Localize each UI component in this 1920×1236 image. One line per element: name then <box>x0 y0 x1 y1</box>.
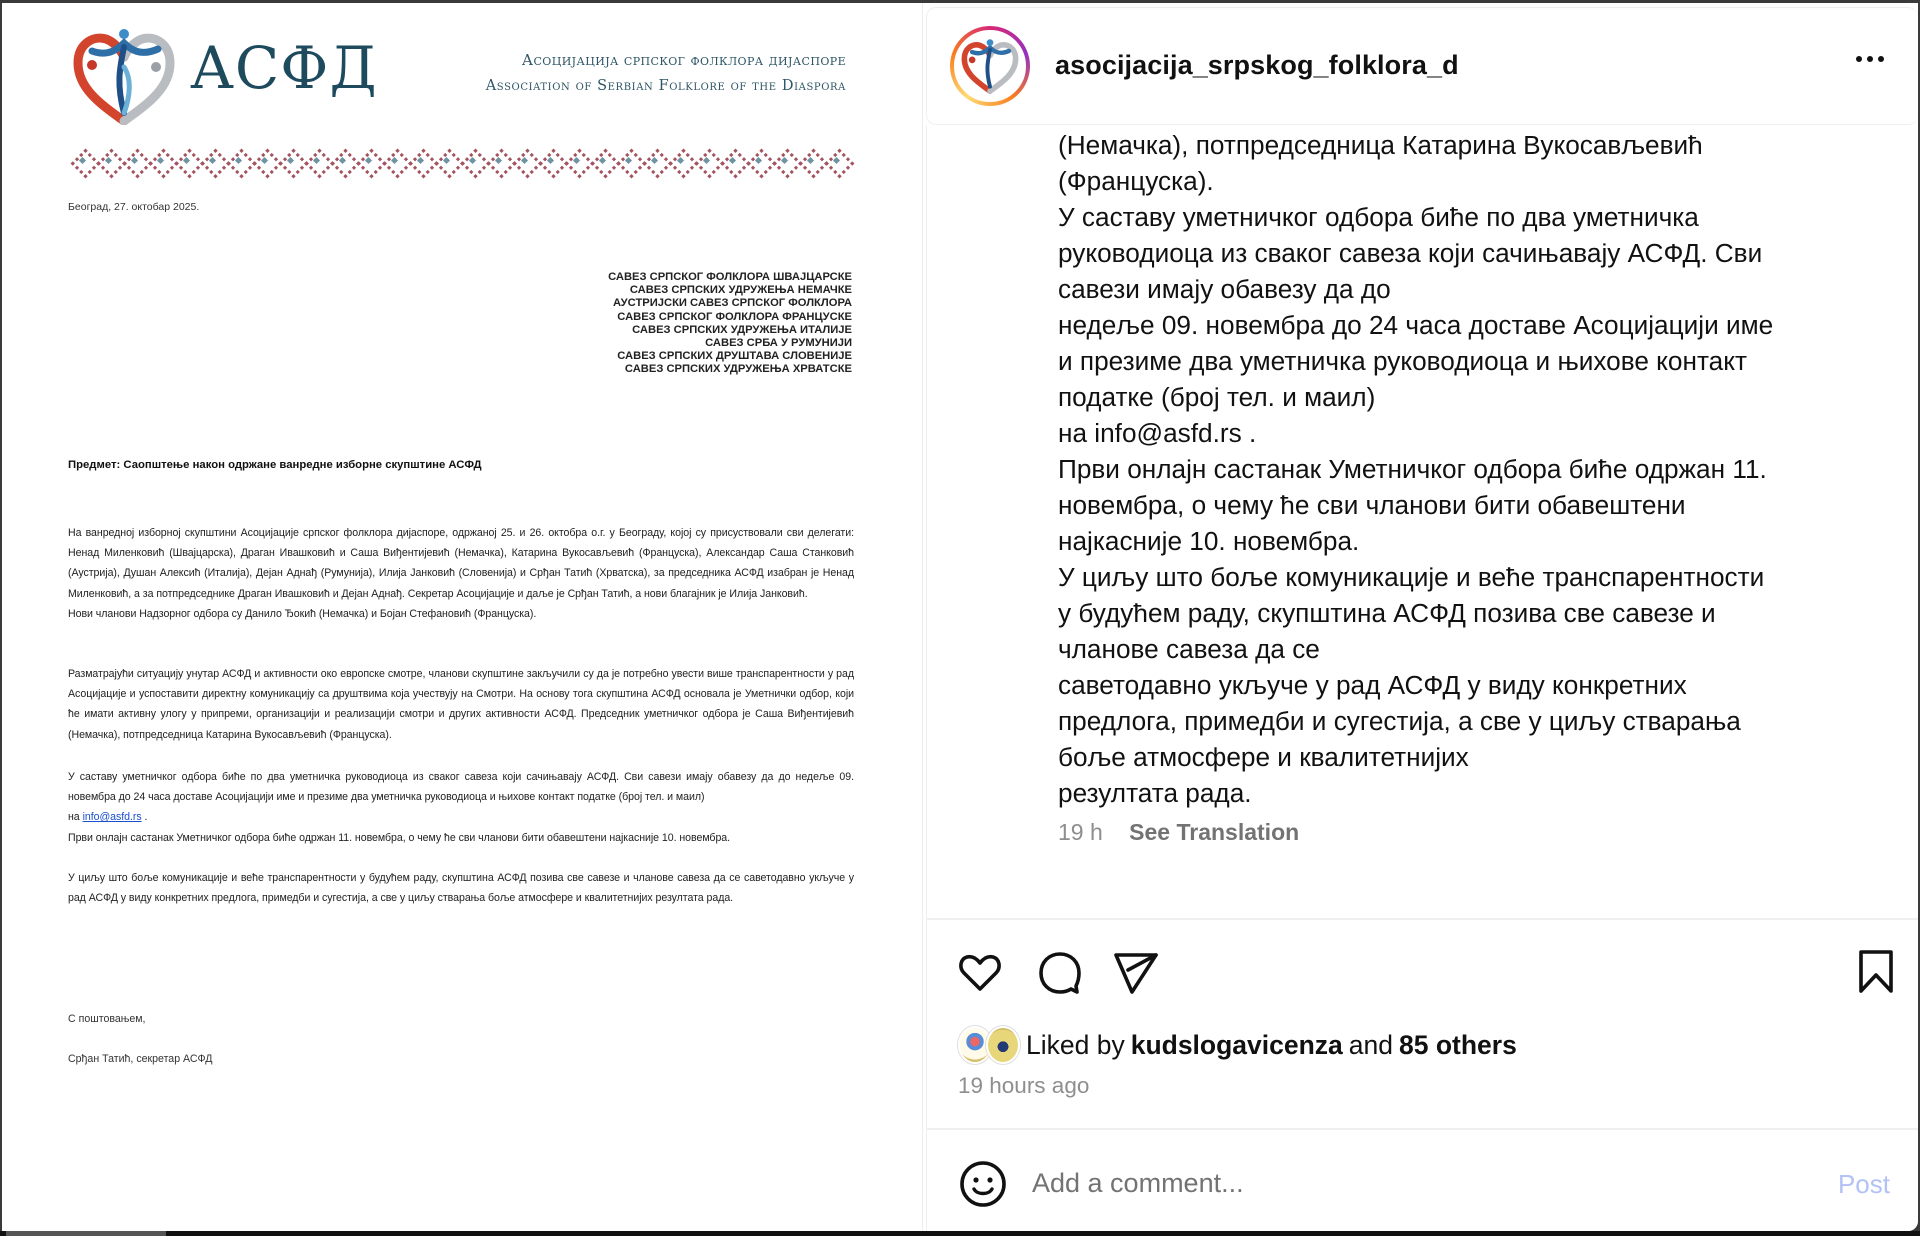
document-date: Београд, 27. октобар 2025. <box>68 201 200 213</box>
comment-bubble-icon[interactable] <box>1036 948 1084 996</box>
paragraph-text: Разматрајући ситуацију унутар АСФД и активности око европске смотре, чланови скупштине закључили су да је потребно увести више транспарентности у рад Асоцијације и успоставити директну комуникацију са друштвима која учествују на Смотри. На основу тога скупштина АСФД основала је Уметнички одбор, који ће имати активну улогу у припреми, организацији и реализацији смотри и других активности АСФД. Председник уметничког одбора је Саша Виђентијевић (Немачка), потпредседница Катарина Вукосављевић (Француска). <box>68 668 854 741</box>
paragraph-text: У саставу уметничког одбора биће по два уметничка руководиоца из сваког савеза који сачињавају АСФД. Сви савези имају обавезу да до недеље 09. новембра до 24 часа доставе Асоцијацији име и презиме два уметничка руководиоца и њихове контакт податке (број тел. и маил) <box>68 771 854 804</box>
bookmark-icon[interactable] <box>1856 948 1896 996</box>
profile-avatar[interactable] <box>950 26 1030 106</box>
caption-line: (Немачка), потпредседница Катарина Вукосављевић <box>1058 130 1703 160</box>
ornament-diamond-icon <box>512 151 538 171</box>
document-paragraph-3 <box>68 767 854 848</box>
caption-line: резултата рада. <box>1058 778 1252 808</box>
caption-line: У циљу што боље комуникације и веће транспарентности <box>1058 562 1765 592</box>
comment-input[interactable] <box>1032 1159 1752 1207</box>
instagram-post-panel <box>924 3 1918 1231</box>
document-subject: Предмет: Саопштење након одржане ванредне изборне скупштине АСФД <box>68 459 482 471</box>
liker-avatars[interactable] <box>958 1026 1020 1064</box>
ornament-diamond-icon <box>148 151 174 171</box>
ornament-diamond-icon <box>356 151 382 171</box>
ornament-diamond-icon <box>824 151 850 171</box>
ornament-diamond-icon <box>694 151 720 171</box>
ornament-diamond-icon <box>642 151 668 171</box>
paragraph-text: Први онлајн састанак Уметничког одбора биће одржан 11. новембра, о чему ће сви чланови бити обавештени најкасније 10. новембра. <box>68 831 731 844</box>
paragraph-text: Нови чланови Надзорног одбора су Данило Ђокић (Немачка) и Бојан Стефановић (Француска). <box>68 607 537 620</box>
ornament-diamond-icon <box>434 151 460 171</box>
ornament-diamond-icon <box>564 151 590 171</box>
panel-divider <box>926 125 927 1231</box>
ornament-diamond-icon <box>200 151 226 171</box>
recipient: САВЕЗ СРПСКИХ УДРУЖЕЊА ХРВАТСКЕ <box>624 363 852 376</box>
ornament-diamond-icon <box>460 151 486 171</box>
smiley-icon[interactable] <box>958 1159 1008 1209</box>
recipient: САВЕЗ СРБА У РУМУНИЈИ <box>705 337 852 350</box>
ornament-diamond-icon <box>798 151 824 171</box>
likes-others-link[interactable]: 85 others <box>1399 1029 1517 1060</box>
ornament-diamond-icon <box>70 151 96 171</box>
email-line <box>68 807 854 827</box>
recipient: САВЕЗ СРПСКИХ ДРУШТАВА СЛОВЕНИЈЕ <box>617 350 852 363</box>
caption-line: на info@asfd.rs . <box>1058 418 1257 448</box>
ornament-diamond-icon <box>720 151 746 171</box>
ornament-diamond-icon <box>486 151 512 171</box>
ornament-diamond-icon <box>590 151 616 171</box>
likes-prefix: Liked by <box>1026 1029 1125 1060</box>
recipient: САВЕЗ СРПСКИХ УДРУЖЕЊА НЕМАЧКЕ <box>629 284 852 297</box>
email-suffix: . <box>144 811 148 824</box>
caption-line: Први онлајн састанак Уметничког одбора биће одржан 11. <box>1058 454 1767 484</box>
document-closing: С поштовањем, <box>68 1013 146 1025</box>
liker-username-link[interactable]: kudslogavicenza <box>1130 1029 1343 1060</box>
caption-line: и презиме два уметничка руководиоца и њихове контакт <box>1058 346 1747 376</box>
recipient: САВЕЗ СРПСКОГ ФОЛКЛОРА ШВАЈЦАРСКЕ <box>608 271 852 283</box>
caption-line: најкасније 10. новембра. <box>1058 526 1360 556</box>
paragraph-text: На ванредној изборној скупштини Асоцијације српског фолклора дијаспоре, одржаној 25. и 26. октобра о.г. у Београду, којој су присуствовали сви делегати: Ненад Миленковић (Швајцарска), Драган Ивашковић и Саша Виђентијевић (Немачка), Катарина Вукосављевић (Француска), Александар Саша Станковић (Аустрија), Душан Алексић (Италија), Дејан Аднађ (Румунија), Илија Јанковић (Словенија) и Срђан Татић (Хрватска), за председника АСФД изабран је Ненад Миленковић, а за потпредседнике Драган Ивашковић и Дејан Аднађ. Секретар Асоцијације и даље је Срђан Татић, а нови благајник је Илија Јанковић. <box>68 527 854 600</box>
email-link: info@asfd.rs <box>82 811 142 824</box>
recipient: САВЕЗ СРПСКОГ ФОЛКЛОРА ФРАНЦУСКЕ <box>617 310 852 323</box>
asfd-logo-icon <box>961 38 1019 94</box>
caption-line: податке (број тел. и маил) <box>1058 382 1376 412</box>
likes-middle: and <box>1348 1029 1393 1060</box>
post-header <box>926 7 1918 125</box>
see-translation-link[interactable]: See Translation <box>1129 819 1300 845</box>
screen-frame <box>2 3 1918 1231</box>
ornament-diamond-icon <box>668 151 694 171</box>
ornament-diamond-icon <box>330 151 356 171</box>
caption-line: у будућем раду, скупштина АСФД позива све савезе и <box>1058 598 1716 628</box>
caption-line: боље атмосфере и квалитетнијих <box>1058 742 1469 772</box>
org-name-serbian: Асоцијација српског фолклора дијаспоре <box>521 51 846 69</box>
ornament-diamond-icon <box>122 151 148 171</box>
document-org-name <box>486 51 846 94</box>
caption-meta <box>1058 819 1299 846</box>
email-prefix: на <box>68 811 80 824</box>
post-username[interactable]: asocijacija_srpskog_folklora_d <box>1055 50 1459 80</box>
ornament-diamond-icon <box>96 151 122 171</box>
document-brand: АСФД <box>190 34 378 102</box>
ornament-diamond-icon <box>278 151 304 171</box>
caption-line: савези имају обавезу да до <box>1058 274 1391 304</box>
ornament-diamond-icon <box>772 151 798 171</box>
document-signature: Срђан Татић, секретар АСФД <box>68 1053 213 1065</box>
caption-line: руководиоца из сваког савеза који сачињавају АСФД. Сви <box>1058 238 1763 268</box>
heart-icon[interactable] <box>956 948 1004 996</box>
comment-bar <box>958 1155 1890 1211</box>
org-name-english: Association of Serbian Folklore of the Diaspora <box>485 78 846 94</box>
divider <box>926 1128 1918 1130</box>
ornament-diamond-icon <box>252 151 278 171</box>
recipient: АУСТРИЈСКИ САВЕЗ СРПСКОГ ФОЛКЛОРА <box>613 297 852 310</box>
liker-avatar[interactable] <box>986 1026 1020 1064</box>
recipient: САВЕЗ СРПСКИХ УДРУЖЕЊА ИТАЛИЈЕ <box>632 323 852 336</box>
recipients-list <box>608 271 852 377</box>
caption-line: У саставу уметничког одбора биће по два уметничка <box>1058 202 1699 232</box>
ornament-diamond-icon <box>616 151 642 171</box>
ornamental-border <box>70 151 850 171</box>
post-actions <box>956 948 1896 998</box>
post-comment-button[interactable]: Post <box>1837 1169 1890 1199</box>
likes-summary <box>958 1024 1523 1066</box>
caption-line: саветодавно укључе у рад АСФД у виду конкретних <box>1058 670 1687 700</box>
ornament-diamond-icon <box>304 151 330 171</box>
caption-time[interactable]: 19 h <box>1058 819 1103 845</box>
caption-line: чланове савеза да се <box>1058 634 1320 664</box>
post-image-document <box>2 3 923 1231</box>
caption-line: новембра, о чему ће сви чланови бити обавештени <box>1058 490 1686 520</box>
caption-line: предлога, примедби и сугестија, а све у циљу стварања <box>1058 706 1741 736</box>
caption-line: недеље 09. новембра до 24 часа доставе Асоцијацији име <box>1058 310 1774 340</box>
caption-line: (Француска). <box>1058 166 1214 196</box>
divider <box>926 918 1918 920</box>
document-paragraph-2 <box>68 664 854 745</box>
desktop-background-strip <box>0 1231 1920 1236</box>
ornament-diamond-icon <box>746 151 772 171</box>
more-options-icon[interactable] <box>1856 56 1884 62</box>
document-paragraph-4 <box>68 868 854 908</box>
ornament-diamond-icon <box>538 151 564 171</box>
ornament-diamond-icon <box>408 151 434 171</box>
post-timestamp[interactable]: 19 hours ago <box>958 1073 1090 1098</box>
ornament-diamond-icon <box>226 151 252 171</box>
ornament-diamond-icon <box>174 151 200 171</box>
document-paragraph-1 <box>68 523 854 624</box>
asfd-logo-icon <box>72 27 176 125</box>
ornament-diamond-icon <box>382 151 408 171</box>
paper-plane-icon[interactable] <box>1112 948 1160 996</box>
paragraph-text: У циљу што боље комуникације и веће транспарентности у будућем раду, скупштина АСФД позива све савезе и чланове савеза да се саветодавно укључе у рад АСФД у виду конкретних предлога, примедби и сугестија, а све у циљу стварања боље атмосфере и квалитетнијих резултата рада. <box>68 872 854 905</box>
post-caption <box>1058 127 1858 811</box>
